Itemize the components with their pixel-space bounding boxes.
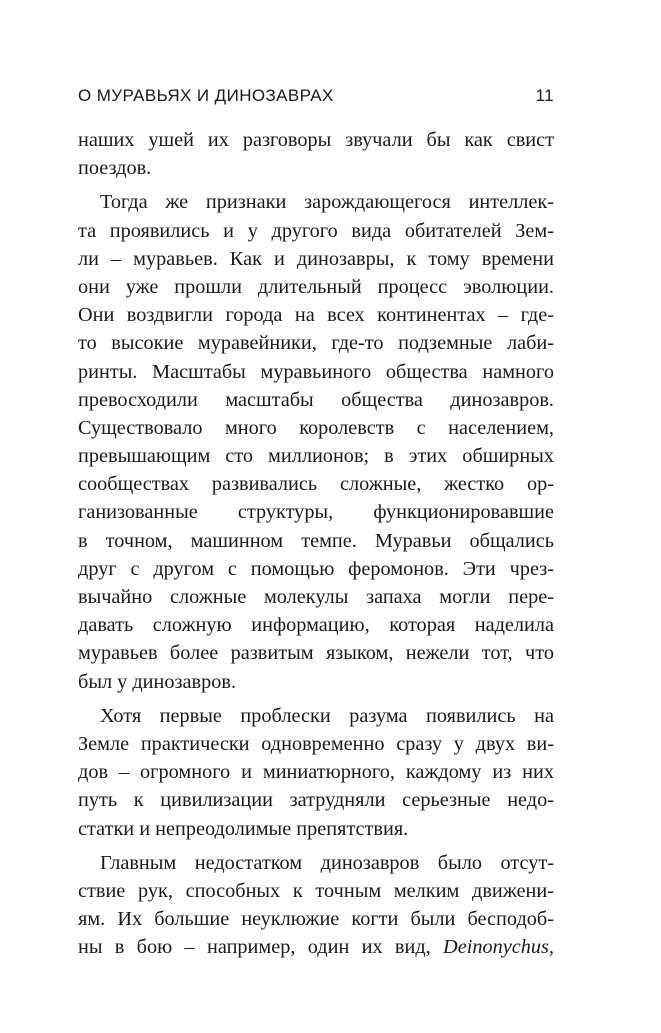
- text-line: превосходили масштабы общества динозавров.: [78, 388, 554, 411]
- text-line: Они воздвигли города на всех континентах – где-: [78, 304, 554, 327]
- text-line: превышающим сто миллионов; в этих обширных: [78, 445, 554, 468]
- text-line: путь к цивилизации затрудняли серьезные недо-: [78, 789, 554, 812]
- text-line: сообществах развивались сложные, жестко ор-: [78, 473, 554, 496]
- text-line: статки и непреодолимые препятствия.: [78, 817, 409, 840]
- text-line: [78, 933, 554, 961]
- text-line: давать сложную информацию, которая наделила: [78, 614, 554, 637]
- text-line: Существовало много королевств с населением,: [78, 416, 554, 439]
- text-line: ганизованные структуры, функционировавшие: [78, 501, 554, 524]
- running-header: [78, 80, 554, 116]
- body-text: [78, 126, 554, 961]
- text-line: та проявились и у другого вида обитателей Зем-: [78, 219, 554, 242]
- text-line: друг с другом с помощью феромонов. Эти чрез-: [78, 557, 554, 580]
- text-line: был у динозавров.: [78, 670, 237, 693]
- text-line: муравьев более развитым языком, нежели тот, что: [78, 642, 554, 665]
- book-page: [78, 80, 554, 961]
- paragraph: [78, 126, 554, 182]
- text-line: поездов.: [78, 157, 152, 180]
- line-text: ны в бою – например, один их вид,: [78, 936, 431, 959]
- italic-species-name: Deinonychus,: [443, 936, 554, 959]
- text-line: они уже прошли длительный процесс эволюции.: [78, 275, 554, 298]
- page-number: 11: [535, 86, 554, 105]
- text-line: то высокие муравейники, где-то подземные лаби-: [78, 332, 554, 355]
- text-line: дов – огромного и миниатюрного, каждому из них: [78, 761, 554, 784]
- paragraph: [78, 702, 554, 843]
- paragraph: [78, 849, 554, 962]
- text-line: в точном, машинном темпе. Муравьи общались: [78, 529, 554, 552]
- text-line: вычайно сложные молекулы запаха могли пере-: [78, 586, 554, 608]
- paragraph: [78, 188, 554, 695]
- text-line: Хотя первые проблески разума появились на: [100, 704, 554, 727]
- text-line: наших ушей их разговоры звучали бы как свист: [78, 129, 554, 151]
- text-line: Главным недостатком динозавров было отсут-: [100, 851, 554, 874]
- text-line: Земле практически одновременно сразу у двух ви-: [78, 732, 554, 755]
- text-line: ствие рук, способных к точным мелким движени-: [78, 879, 554, 902]
- text-line: ям. Их большие неуклюжие когти были бесподоб-: [78, 908, 554, 931]
- text-line: ринты. Масштабы муравьиного общества намного: [78, 360, 554, 383]
- text-line: Тогда же признаки зарождающегося интеллек-: [100, 191, 554, 214]
- text-line: ли – муравьев. Как и динозавры, к тому времени: [78, 247, 554, 270]
- running-title: О МУРАВЬЯХ И ДИНОЗАВРАХ: [78, 86, 334, 105]
